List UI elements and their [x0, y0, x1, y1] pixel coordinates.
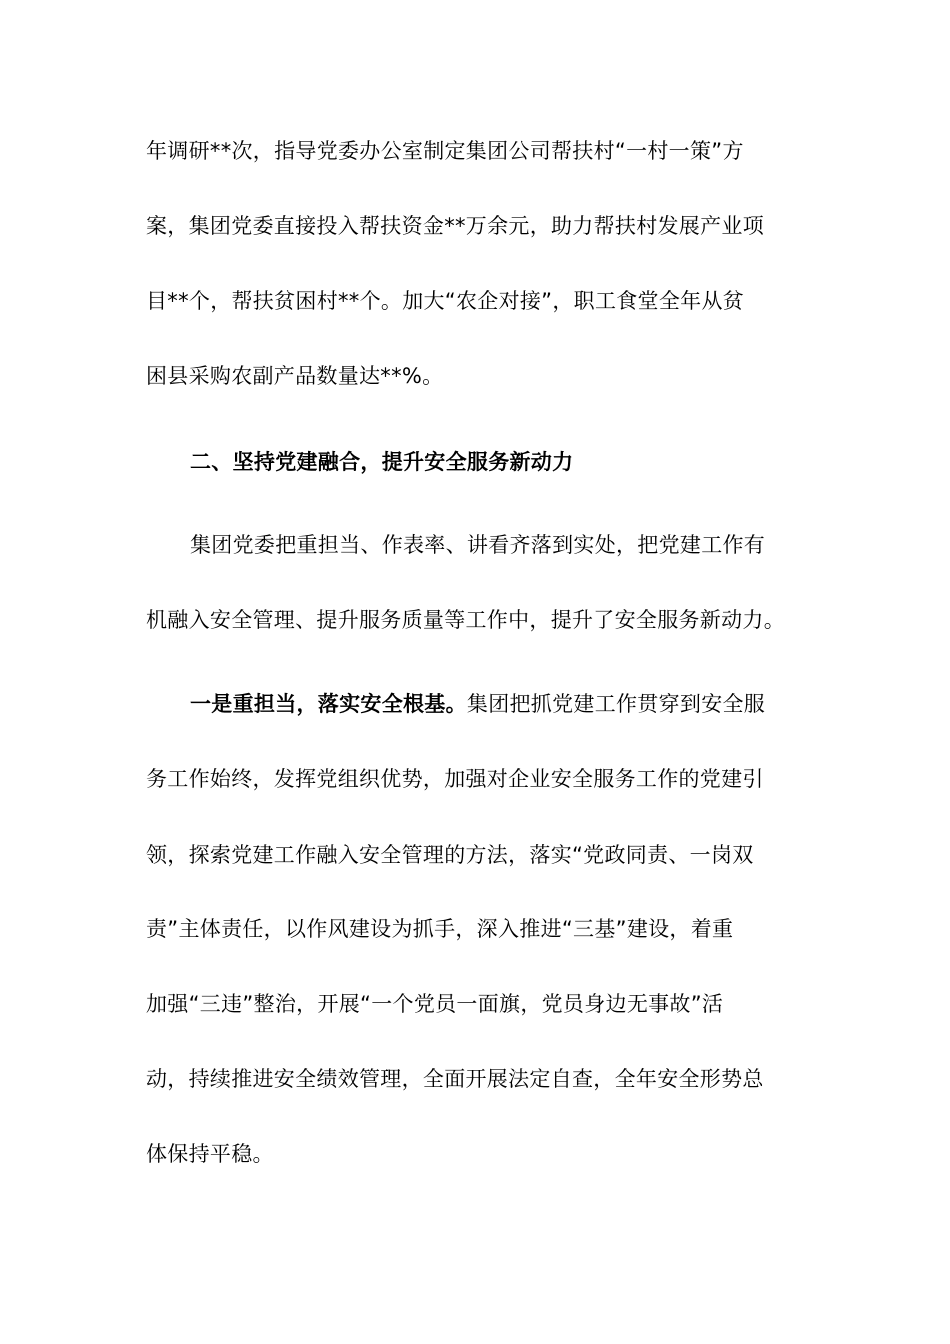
paragraph-lead-rest: 集团把抓党建工作贯穿到安全服 — [466, 692, 766, 716]
paragraph-line: 机融入安全管理、提升服务质量等工作中，提升了安全服务新动力。 — [146, 608, 785, 632]
paragraph-line: 动，持续推进安全绩效管理，全面开展法定自查，全年安全形势总 — [146, 1067, 764, 1091]
paragraph-first-line — [190, 689, 850, 719]
paragraph-line: 责”主体责任，以作风建设为抓手，深入推进“三基”建设，着重 — [146, 917, 734, 941]
section-heading: 二、坚持党建融合，提升安全服务新动力 — [190, 450, 574, 474]
paragraph-line: 困县采购农副产品数量达**%。 — [146, 364, 444, 388]
paragraph-line: 案，集团党委直接投入帮扶资金**万余元，助力帮扶村发展产业项 — [146, 214, 764, 238]
paragraph-line: 领，探索党建工作融入安全管理的方法，落实“党政同责、一岗双 — [146, 843, 754, 867]
paragraph-line: 务工作始终，发挥党组织优势，加强对企业安全服务工作的党建引 — [146, 767, 764, 791]
paragraph-line: 体保持平稳。 — [146, 1142, 274, 1166]
paragraph-line: 年调研**次，指导党委办公室制定集团公司帮扶村“一村一策”方 — [146, 139, 744, 163]
paragraph-line: 目**个，帮扶贫困村**个。加大“农企对接”，职工食堂全年从贫 — [146, 289, 745, 313]
paragraph-lead-bold: 一是重担当，落实安全根基。 — [190, 692, 467, 716]
paragraph-line: 加强“三违”整治，开展“一个党员一面旗，党员身边无事故”活 — [146, 992, 724, 1016]
paragraph-line: 集团党委把重担当、作表率、讲看齐落到实处，把党建工作有 — [190, 533, 766, 557]
